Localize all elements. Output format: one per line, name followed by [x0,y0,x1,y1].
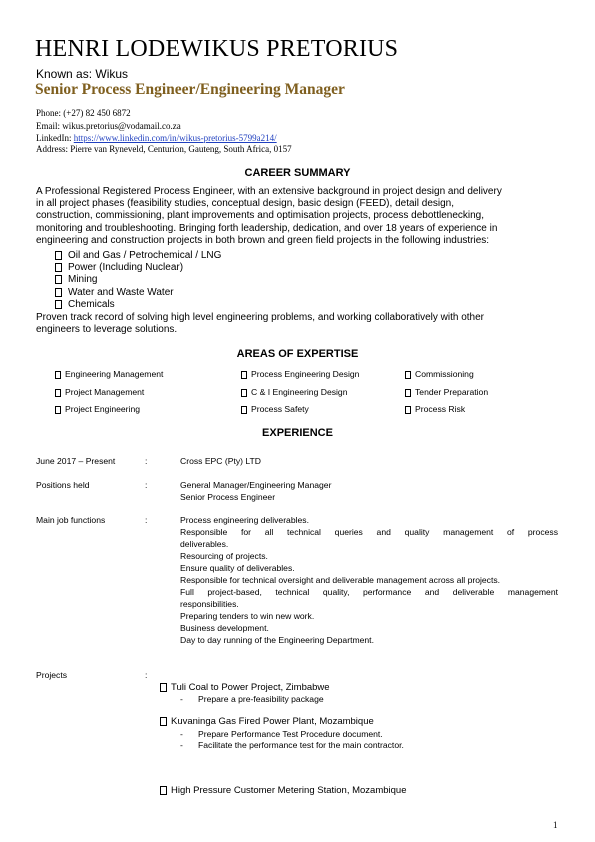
expertise-item: Project Management [55,387,144,397]
function-line: Responsible for all technical queries and quality management of process [180,527,558,537]
experience-heading: EXPERIENCE [262,427,333,439]
career-summary-closing [36,312,484,336]
project-title: Kuvaninga Gas Fired Power Plant, Mozambique [160,716,374,727]
contact-phone: Phone: (+27) 82 450 6872 [36,108,131,118]
colon: : [145,670,148,680]
industry-item: Oil and Gas / Petrochemical / LNG [55,250,221,261]
company-name: Cross EPC (Pty) LTD [180,456,262,466]
bullet-box-icon [160,786,167,795]
bullet-box-icon [55,389,61,397]
summary-line: monitoring and troubleshooting. Bringing forth leadership, dedication, and over 18 years of experience in [36,222,498,234]
industry-item: Chemicals [55,299,115,310]
colon: : [145,480,148,490]
bullet-box-icon [55,275,62,284]
bullet-box-icon [241,389,247,397]
expertise-item: Tender Preparation [405,387,488,397]
bullet-box-icon [160,717,167,726]
industry-item: Water and Waste Water [55,287,174,298]
expertise-item: Process Risk [405,404,465,414]
summary-line: in all project phases (feasibility studies, conceptual design, basic design (FEED), detail design, [36,198,454,210]
bullet-box-icon [405,389,411,397]
linkedin-label: LinkedIn: [36,133,72,143]
function-line: Process engineering deliverables. [180,515,309,525]
bullet-box-icon [55,371,61,379]
position-item: General Manager/Engineering Manager [180,480,332,490]
project-task: Facilitate the performance test for the main contractor. [198,740,404,750]
expertise-item: Engineering Management [55,369,163,379]
expertise-item: Process Engineering Design [241,369,359,379]
period-label: June 2017 – Present [36,456,116,466]
functions-label: Main job functions [36,515,106,525]
bullet-box-icon [405,371,411,379]
contact-email: Email: wikus.pretorius@vodamail.co.za [36,121,181,131]
function-line: Responsible for technical oversight and deliverable management across all projects. [180,575,501,585]
bullet-box-icon [160,683,167,692]
project-task-dash: - [180,740,183,750]
bullet-box-icon [55,406,61,414]
bullet-box-icon [55,263,62,272]
project-task-dash: - [180,694,183,704]
industry-item: Power (Including Nuclear) [55,262,183,273]
summary-line: engineering and construction projects in both brown and green field projects in the following industries: [36,234,490,246]
job-title: Senior Process Engineer/Engineering Manager [35,81,345,98]
summary-line: A Professional Registered Process Engineer, with an extensive background in project design and delivery [36,186,502,197]
function-line: deliverables. [180,539,229,549]
bullet-box-icon [241,371,247,379]
expertise-item: C & I Engineering Design [241,387,348,397]
bullet-box-icon [405,406,411,414]
positions-label: Positions held [36,480,90,490]
projects-label: Projects [36,670,68,680]
linkedin-link[interactable]: https://www.linkedin.com/in/wikus-pretorius-5799a214/ [73,133,277,143]
function-line: Full project-based, technical quality, performance and deliverable management [180,587,558,597]
function-line: Day to day running of the Engineering Department. [180,635,374,645]
closing-line: engineers to leverage solutions. [36,324,178,336]
career-summary-heading: CAREER SUMMARY [244,167,351,179]
position-item: Senior Process Engineer [180,492,276,502]
page-number: 1 [553,820,558,830]
career-summary-paragraph [36,186,502,247]
bullet-box-icon [241,406,247,414]
project-title: High Pressure Customer Metering Station, Mozambique [160,785,407,796]
contact-linkedin [36,133,277,143]
function-line: Ensure quality of deliverables. [180,563,295,573]
bullet-box-icon [55,288,62,297]
colon: : [145,515,148,525]
project-task-dash: - [180,729,183,739]
project-title: Tuli Coal to Power Project, Zimbabwe [160,682,330,693]
known-as: Known as: Wikus [36,67,129,81]
project-task: Prepare a pre-feasibility package [198,694,324,704]
function-line: Resourcing of projects. [180,551,268,561]
closing-line: Proven track record of solving high level engineering problems, and working collaboratively with other [36,312,485,323]
summary-line: construction, commissioning, plant improvements and optimisation projects, process debottlenecking, [36,210,484,222]
function-line: Preparing tenders to win new work. [180,611,315,621]
project-task: Prepare Performance Test Procedure document. [198,729,383,739]
expertise-item: Process Safety [241,404,309,414]
colon: : [145,456,148,466]
expertise-item: Commissioning [405,369,474,379]
function-line: responsibilities. [180,599,239,609]
industry-item: Mining [55,274,97,285]
expertise-heading: AREAS OF EXPERTISE [236,348,359,360]
contact-address: Address: Pierre van Ryneveld, Centurion, Gauteng, South Africa, 0157 [36,144,292,154]
bullet-box-icon [55,300,62,309]
bullet-box-icon [55,251,62,260]
expertise-item: Project Engineering [55,404,140,414]
function-line: Business development. [180,623,269,633]
candidate-name: HENRI LODEWIKUS PRETORIUS [35,36,399,62]
